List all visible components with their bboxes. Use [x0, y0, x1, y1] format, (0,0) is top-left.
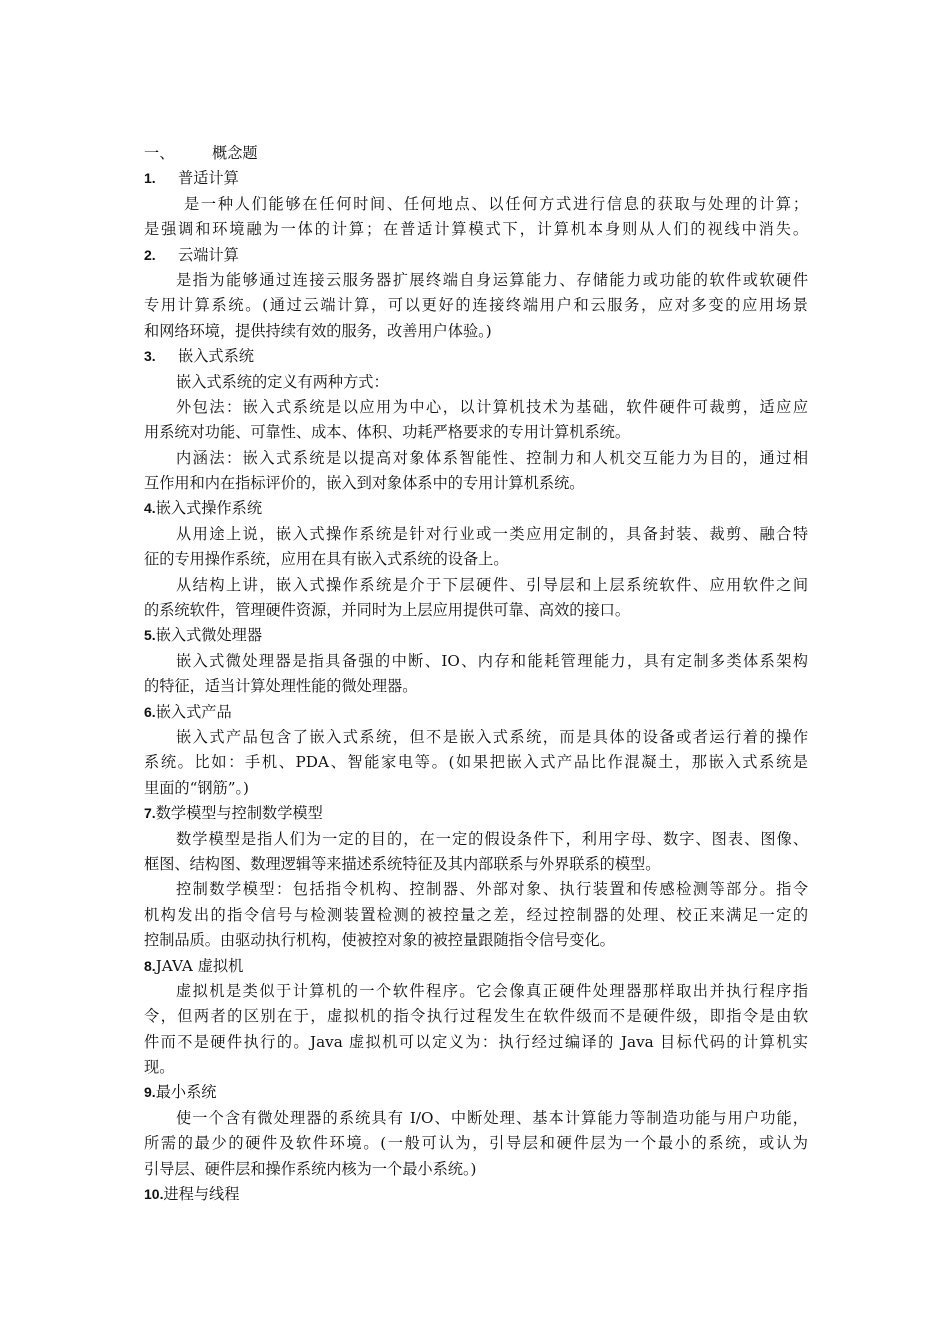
- paragraph-line: 令，但两者的区别在于，虚拟机的指令执行过程发生在软件级而不是硬件级，即指令是由软: [144, 1007, 808, 1026]
- paragraph-line: 系统。比如：手机、PDA、智能家电等。(如果把嵌入式产品比作混凝土，那嵌入式系统是: [144, 753, 808, 772]
- paragraph-line: 使一个含有微处理器的系统具有 I/O、中断处理、基本计算能力等制造功能与用户功能，: [176, 1108, 808, 1127]
- paragraph-line: 是指为能够通过连接云服务器扩展终端自身运算能力、存储能力或功能的软件或软硬件: [176, 270, 808, 289]
- item-heading: [144, 954, 808, 979]
- paragraph-line: 框图、结构图、数理逻辑等来描述系统特征及其内部联系与外界联系的模型。: [144, 854, 661, 873]
- section-number: 一、: [144, 144, 175, 162]
- paragraph-line: 专用计算系统。(通过云端计算，可以更好的连接终端用户和云服务，应对多变的应用场景: [144, 296, 808, 315]
- item-title: 最小系统: [155, 1083, 217, 1102]
- item-heading: [144, 243, 808, 268]
- item-title: 普适计算: [178, 169, 239, 188]
- item-heading: [144, 496, 808, 521]
- item-title: 云端计算: [178, 245, 239, 264]
- paragraph-line: 引导层、硬件层和操作系统内核为一个最小系统。): [144, 1159, 477, 1178]
- paragraph-line: 件而不是硬件执行的。Java 虚拟机可以定义为：执行经过编译的 Java 目标代码的计算机实: [144, 1032, 808, 1051]
- paragraph-line: 从结构上讲，嵌入式操作系统是介于下层硬件、引导层和上层系统软件、应用软件之间: [176, 575, 808, 594]
- paragraph-line: 数学模型是指人们为一定的目的，在一定的假设条件下，利用字母、数字、图表、图像、: [176, 829, 808, 848]
- paragraph-line: 是一种人们能够在任何时间、任何地点、以任何方式进行信息的获取与处理的计算；: [184, 194, 808, 213]
- paragraph-line: 外包法：嵌入式系统是以应用为中心，以计算机技术为基础，软件硬件可裁剪，适应应: [176, 397, 808, 416]
- document-body: [144, 141, 808, 1207]
- item-number: 4.: [144, 500, 156, 517]
- paragraph-line: 现。: [144, 1058, 175, 1077]
- item-heading: [144, 1182, 808, 1207]
- paragraph-line: 虚拟机是类似于计算机的一个软件程序。它会像真正硬件处理器那样取出并执行程序指: [176, 981, 808, 1000]
- item-heading: [144, 700, 808, 725]
- paragraph-line: 是强调和环境融为一体的计算；在普适计算模式下，计算机本身则从人们的视线中消失。: [144, 220, 808, 239]
- paragraph-line: 内涵法：嵌入式系统是以提高对象体系智能性、控制力和人机交互能力为目的，通过相: [176, 448, 808, 467]
- item-heading: [144, 344, 808, 369]
- item-title: 嵌入式微处理器: [155, 626, 262, 645]
- item-heading: [144, 801, 808, 826]
- item-number: 2.: [144, 246, 156, 263]
- paragraph-line: 嵌入式系统的定义有两种方式：: [176, 372, 389, 391]
- item-title: 嵌入式产品: [155, 702, 232, 721]
- paragraph-line: 控制数学模型：包括指令机构、控制器、外部对象、执行装置和传感检测等部分。指令: [176, 880, 808, 899]
- paragraph-line: 所需的最少的硬件及软件环境。(一般可认为，引导层和硬件层为一个最小的系统，或认为: [144, 1134, 808, 1153]
- item-number: 6.: [144, 703, 156, 720]
- item-number: 1.: [144, 170, 156, 187]
- item-title: 数学模型与控制数学模型: [155, 804, 323, 823]
- item-number: 8.: [144, 957, 156, 974]
- item-title: JAVA 虚拟机: [155, 956, 244, 975]
- section-heading: [144, 141, 808, 166]
- paragraph-line: 用系统对功能、可靠性、成本、体积、功耗严格要求的专用计算机系统。: [144, 423, 630, 442]
- item-number: 9.: [144, 1084, 156, 1101]
- paragraph-line: 控制品质。由驱动执行机构，使被控对象的被控量跟随指令信号变化。: [144, 931, 615, 950]
- paragraph-line: 征的专用操作系统，应用在具有嵌入式系统的设备上。: [144, 550, 509, 569]
- paragraph-line: 嵌入式微处理器是指具备强的中断、IO、内存和能耗管理能力，具有定制多类体系架构: [176, 651, 808, 670]
- paragraph-line: 的系统软件，管理硬件资源，并同时为上层应用提供可靠、高效的接口。: [144, 601, 630, 620]
- paragraph-line: 互作用和内在指标评价的，嵌入到对象体系中的专用计算机系统。: [144, 474, 585, 493]
- paragraph-line: 从用途上说，嵌入式操作系统是针对行业或一类应用定制的，具备封装、裁剪、融合特: [176, 524, 808, 543]
- item-heading: [144, 623, 808, 648]
- item-title: 嵌入式操作系统: [155, 499, 262, 518]
- item-number: 10.: [144, 1186, 164, 1203]
- item-number: 3.: [144, 348, 156, 365]
- item-title: 进程与线程: [163, 1185, 240, 1204]
- item-heading: [144, 1080, 808, 1105]
- item-number: 5.: [144, 627, 156, 644]
- item-number: 7.: [144, 805, 156, 822]
- item-heading: [144, 166, 808, 191]
- item-title: 嵌入式系统: [178, 347, 254, 366]
- paragraph-line: 嵌入式产品包含了嵌入式系统，但不是嵌入式系统，而是具体的设备或者运行着的操作: [176, 727, 808, 746]
- paragraph-line: 的特征，适当计算处理性能的微处理器。: [144, 677, 418, 696]
- paragraph-line: 机构发出的指令信号与检测装置检测的被控量之差，经过控制器的处理、校正来满足一定的: [144, 905, 808, 924]
- section-title: 概念题: [212, 144, 258, 162]
- paragraph-line: 里面的“钢筋”。): [144, 778, 249, 797]
- paragraph-line: 和网络环境，提供持续有效的服务，改善用户体验。): [144, 321, 492, 340]
